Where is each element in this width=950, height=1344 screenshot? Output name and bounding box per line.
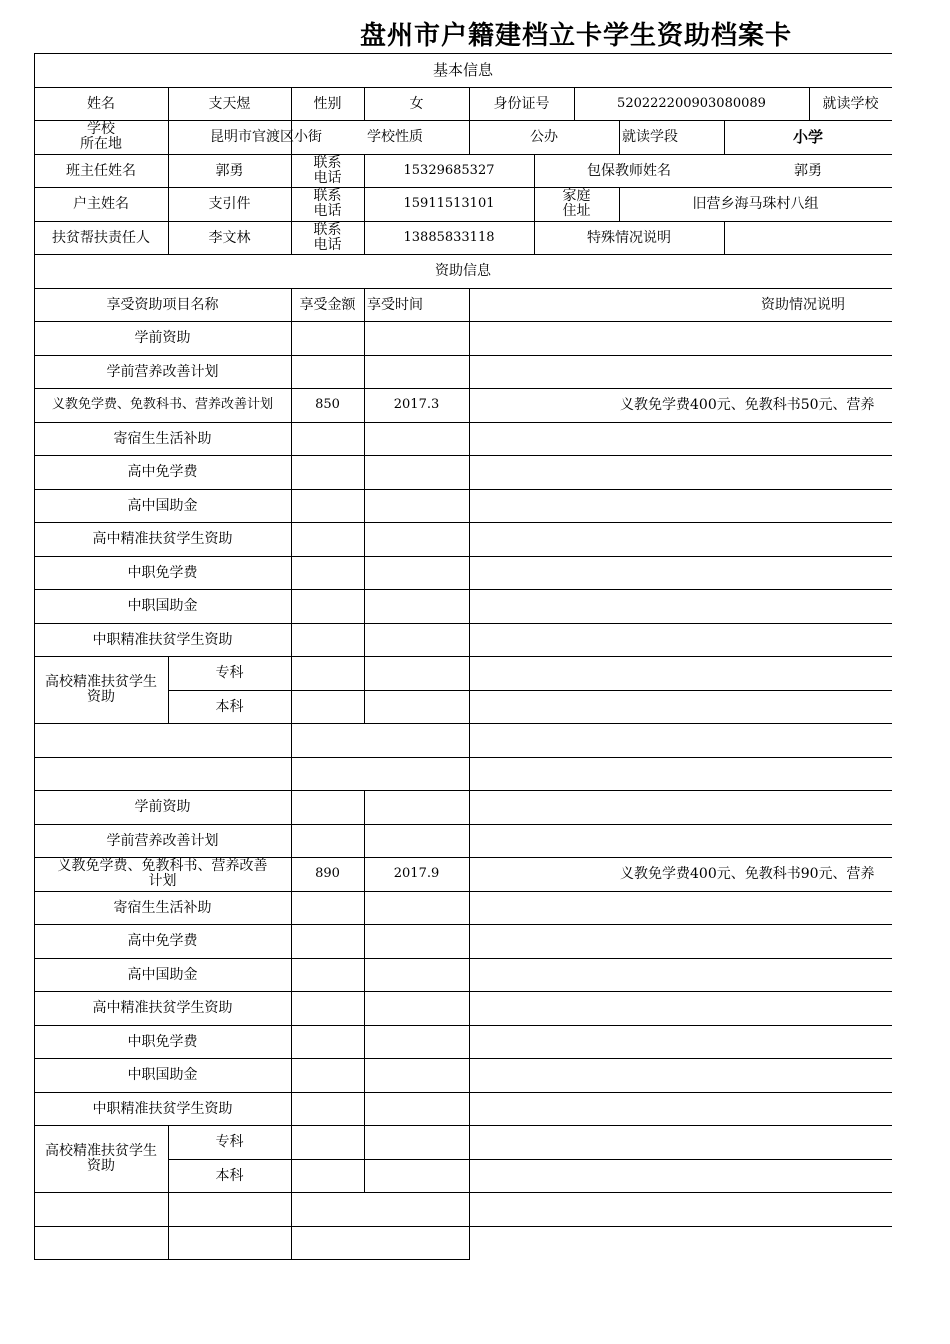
aid-item-name: 学前资助 [134,799,191,815]
gender-value: 女 [409,95,424,112]
aid-item-name: 高中国助金 [127,497,198,514]
aid-item-name: 寄宿生生活补助 [113,430,212,447]
college-aid-label-line1: 高校精准扶贫学生 [45,673,157,690]
householder-phone: 15911513101 [403,196,495,211]
stage-value: 小学 [792,128,823,146]
header-time: 享受时间 [367,296,423,313]
head-teacher-value: 郭勇 [215,162,244,179]
name-value: 支天煜 [208,95,251,112]
grid-line [34,757,892,758]
aid-item-name: 学前营养改善计划 [106,832,219,849]
aid-item-name: 高中精准扶贫学生资助 [92,531,233,547]
school-location-label-line2: 所在地 [80,136,122,152]
school-type-label: 学校性质 [367,129,423,145]
address-label [534,187,619,221]
aid-time: 2017.3 [393,397,440,412]
aid-item-name: 中职免学费 [127,564,198,581]
college-aid-label-line2: 资助 [87,1157,115,1174]
aid-item-name: 寄宿生生活补助 [113,899,212,916]
college-aid-label [34,1125,168,1192]
grid-line [724,221,725,255]
aid-item-name: 高中免学费 [127,464,198,480]
aid-item-name: 高中免学费 [127,933,198,949]
aid-time: 2017.9 [393,866,440,881]
school-location-label-line1: 学校 [87,121,115,137]
aid-item-name [34,857,291,891]
poverty-person-phone: 13885833118 [403,229,495,245]
head-teacher-phone-label [291,154,364,187]
aid-desc: 义教免学费400元、免教科书90元、营养 [620,866,875,882]
aid-item-name: 高中精准扶贫学生资助 [92,1000,233,1016]
school-label: 就读学校 [822,95,879,112]
special-label: 特殊情况说明 [587,229,671,246]
poverty-person-phone-label [291,221,364,254]
aid-desc: 义教免学费400元、免教科书50元、营养 [620,397,875,413]
college-sub-zhuanke: 专科 [215,665,244,681]
guarantee-teacher-label: 包保教师姓名 [587,162,671,179]
stage-label: 就读学段 [622,129,678,145]
id-number: 520222200903080089 [617,95,766,111]
gender-label: 性别 [313,95,342,112]
id-label: 身份证号 [493,95,550,112]
aid-item-name: 中职国助金 [127,598,198,614]
phone-label-line2: 电话 [313,203,342,219]
aid-info-heading: 资助信息 [435,263,491,279]
phone-label-line1: 联系 [313,188,342,204]
aid-amount: 850 [315,397,340,412]
aid-item-name: 学前资助 [134,330,191,346]
college-aid-label-line1: 高校精准扶贫学生 [45,1142,157,1159]
aid-item-name: 中职精准扶贫学生资助 [92,1100,233,1117]
school-location-label [34,120,168,154]
aid-amount: 890 [315,866,340,881]
archive-table [34,53,892,1259]
aid-item-name: 学前营养改善计划 [106,363,219,380]
college-sub-benke: 本科 [215,1167,244,1184]
college-aid-label [34,656,168,723]
aid-item-name: 中职免学费 [127,1033,198,1050]
college-aid-label-line2: 资助 [87,688,115,705]
householder-value: 支引件 [208,196,251,212]
grid-line [364,288,365,724]
aid-item-name-line2: 计划 [148,873,177,889]
poverty-person-value: 李文林 [208,229,251,246]
aid-item-name-line1: 义教免学费、免教科书、营养改善 [57,858,268,874]
aid-item-name: 义教免学费、免教科书、营养改善计划 [51,397,273,412]
poverty-person-label: 扶贫帮扶责任人 [52,229,150,246]
school-type-value: 公办 [530,129,558,145]
phone-label-line2: 电话 [313,169,342,186]
grid-line [291,288,292,1260]
grid-line [34,1192,892,1193]
address-label-line2: 住址 [562,203,591,219]
head-teacher-phone: 15329685327 [403,162,495,178]
phone-label-line1: 联系 [313,154,342,171]
basic-info-heading: 基本信息 [432,61,493,79]
aid-item-name: 中职精准扶贫学生资助 [92,631,233,648]
school-location-value: 昆明市官渡区小街 [210,129,322,145]
head-teacher-label: 班主任姓名 [66,162,136,179]
grid-line [34,723,892,724]
grid-line [469,288,470,1260]
document-title: 盘州市户籍建档立卡学生资助档案卡 [360,21,793,51]
aid-item-name: 中职国助金 [127,1067,198,1083]
grid-line [34,1226,892,1227]
householder-phone-label [291,187,364,221]
college-sub-zhuanke: 专科 [215,1134,244,1150]
grid-line [34,1259,469,1260]
guarantee-teacher-value: 郭勇 [794,162,822,179]
aid-item-name: 高中国助金 [127,966,198,983]
phone-label-line1: 联系 [313,221,342,238]
header-desc: 资助情况说明 [761,296,845,313]
grid-line [364,790,365,1192]
phone-label-line2: 电话 [313,236,342,253]
address-label-line1: 家庭 [562,188,591,204]
address-value: 旧营乡海马珠村八组 [692,196,819,212]
name-label: 姓名 [87,95,115,112]
householder-label: 户主姓名 [73,196,129,212]
header-item: 享受资助项目名称 [106,296,219,313]
college-sub-benke: 本科 [215,698,244,715]
header-amount: 享受金额 [299,296,356,313]
